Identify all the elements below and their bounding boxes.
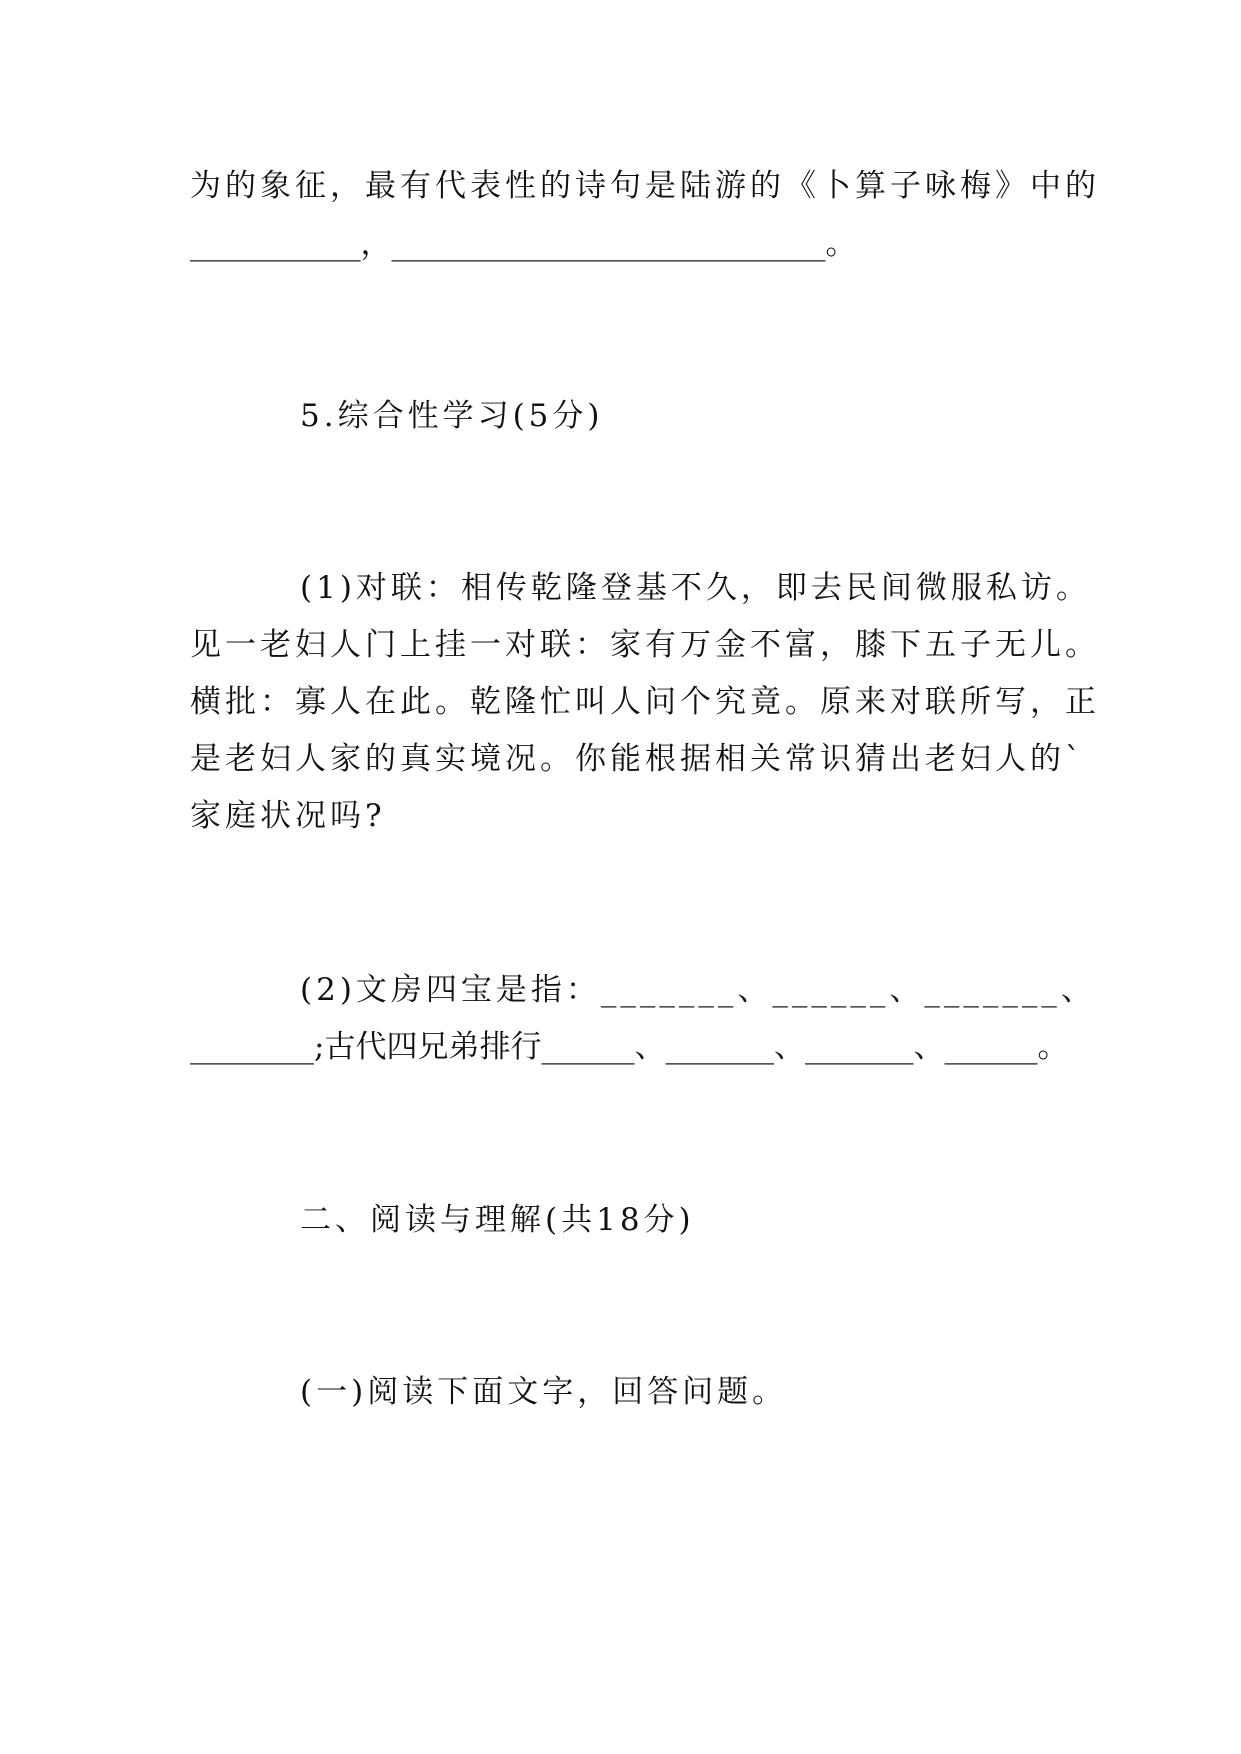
question-1-line-5: 家庭状况吗?: [190, 798, 386, 834]
reading-instruction: (一)阅读下面文字，回答问题。: [300, 1374, 788, 1410]
fill-blank-line-1: ___________，____________________________。: [190, 226, 857, 262]
question-2-line-1: (2)文房四宝是指：_______、______、_______、: [300, 972, 1096, 1008]
question-1-line-3: 横批：寡人在此。乾隆忙叫人问个究竟。原来对联所写，正: [190, 684, 1100, 720]
section-heading-5: 5.综合性学习(5分): [300, 398, 604, 434]
text-line-1: 为的象征，最有代表性的诗句是陆游的《卜算子咏梅》中的: [190, 168, 1100, 204]
question-2-line-2: ________;古代四兄弟排行______、_______、_______、______。: [190, 1029, 1069, 1065]
question-1-line-1: (1)对联：相传乾隆登基不久，即去民间微服私访。: [300, 570, 1091, 606]
section-heading-2: 二、阅读与理解(共18分): [300, 1202, 695, 1238]
question-1-line-4: 是老妇人家的真实境况。你能根据相关常识猜出老妇人的`: [190, 741, 1085, 777]
question-1-line-2: 见一老妇人门上挂一对联：家有万金不富，膝下五子无儿。: [190, 627, 1100, 663]
